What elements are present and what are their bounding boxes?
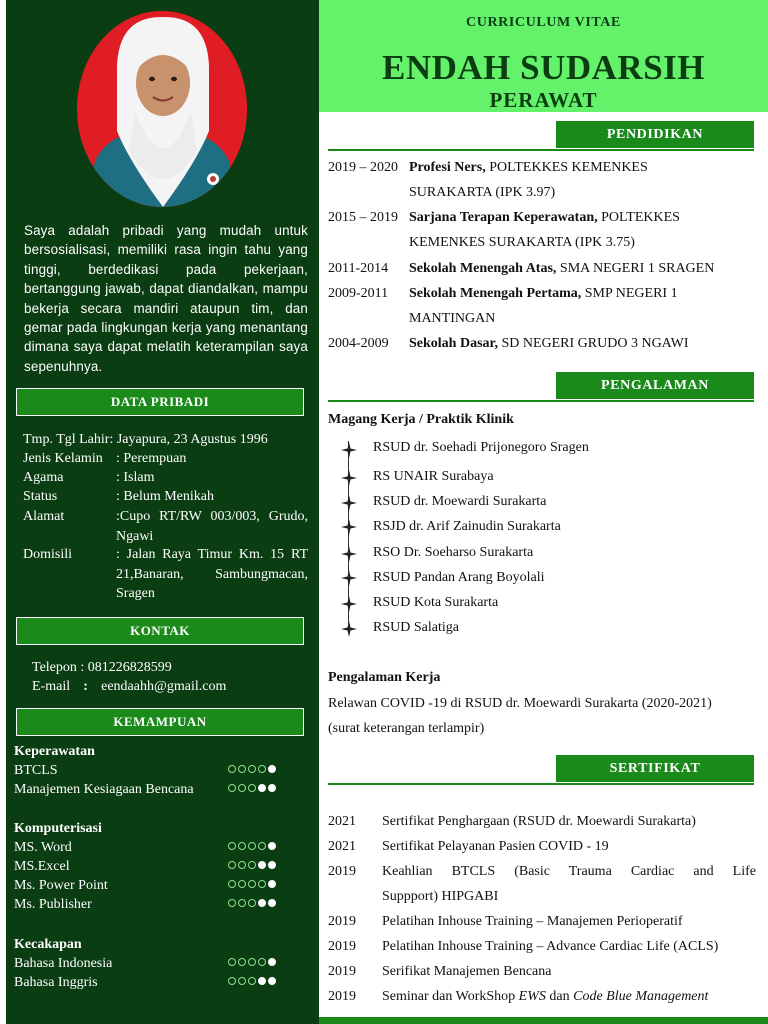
cert-year: 2021 bbox=[328, 839, 356, 854]
skill-name: Ms. Publisher bbox=[14, 897, 92, 912]
star-bullet-icon bbox=[341, 596, 357, 612]
magang-item: RSUD Kota Surakarta bbox=[373, 595, 499, 610]
cert-text-cont: Suppport) HIPGABI bbox=[382, 889, 499, 904]
sidebar bbox=[0, 0, 319, 1024]
gender-label: Jenis Kelamin bbox=[23, 451, 103, 466]
magang-item: RS UNAIR Surabaya bbox=[373, 469, 494, 484]
skill-rating bbox=[228, 899, 276, 907]
rating-dot-empty bbox=[228, 784, 236, 792]
magang-item: RSUD Pandan Arang Boyolali bbox=[373, 570, 545, 585]
rating-dot-filled bbox=[258, 861, 266, 869]
pendidikan-heading: PENDIDIKAN bbox=[556, 121, 754, 148]
edu-entry bbox=[409, 336, 689, 352]
edu-degree: Profesi Ners, bbox=[409, 160, 486, 175]
skill-name: Manajemen Kesiagaan Bencana bbox=[14, 782, 194, 797]
cv-label: CURRICULUM VITAE bbox=[466, 15, 621, 30]
rating-dot-empty bbox=[228, 765, 236, 773]
email-separator: : bbox=[83, 679, 88, 694]
kontak-heading: KONTAK bbox=[16, 617, 304, 645]
cert-text-part: dan bbox=[545, 989, 574, 1004]
rating-dot-empty bbox=[248, 977, 256, 985]
magang-item: RSUD dr. Soehadi Prijonegoro Sragen bbox=[373, 440, 589, 455]
rating-dot-empty bbox=[238, 861, 246, 869]
skill-group-heading: Keperawatan bbox=[14, 744, 95, 759]
cert-year: 2019 bbox=[328, 914, 356, 929]
star-bullet-icon bbox=[341, 442, 357, 458]
skill-group-heading: Kecakapan bbox=[14, 937, 82, 952]
rating-dot-empty bbox=[238, 958, 246, 966]
religion-value: : Islam bbox=[116, 470, 155, 485]
edu-school-cont: SURAKARTA (IPK 3.97) bbox=[409, 185, 556, 200]
sidebar-edge bbox=[0, 0, 6, 1024]
pengalaman-heading: PENGALAMAN bbox=[556, 372, 754, 399]
skill-rating bbox=[228, 842, 276, 850]
skill-rating bbox=[228, 977, 276, 985]
star-bullet-icon bbox=[341, 470, 357, 486]
rating-dot-empty bbox=[238, 899, 246, 907]
magang-item: RSJD dr. Arif Zainudin Surakarta bbox=[373, 519, 561, 534]
star-bullet-icon bbox=[341, 495, 357, 511]
edu-degree: Sekolah Menengah Pertama, bbox=[409, 286, 582, 301]
rating-dot-empty bbox=[228, 842, 236, 850]
religion-label: Agama bbox=[23, 470, 64, 485]
skill-rating bbox=[228, 861, 276, 869]
skill-group-heading: Komputerisasi bbox=[14, 821, 102, 836]
rating-dot-empty bbox=[248, 842, 256, 850]
rating-dot-empty bbox=[238, 784, 246, 792]
cert-text: Pelatihan Inhouse Training – Advance Cardiac Life (ACLS) bbox=[382, 939, 719, 954]
skill-name: Bahasa Indonesia bbox=[14, 956, 113, 971]
cert-year: 2019 bbox=[328, 964, 356, 979]
star-bullet-icon bbox=[341, 570, 357, 586]
rating-dot-empty bbox=[248, 861, 256, 869]
cert-text: Pelatihan Inhouse Training – Manajemen Perioperatif bbox=[382, 914, 683, 929]
rating-dot-filled bbox=[268, 842, 276, 850]
skill-rating bbox=[228, 784, 276, 792]
domicile-value: : Jalan Raya Timur Km. 15 RT 21,Banaran, Sambungmacan, Sragen bbox=[116, 547, 308, 601]
sertifikat-heading: SERTIFIKAT bbox=[556, 755, 754, 782]
edu-degree: Sarjana Terapan Keperawatan, bbox=[409, 210, 598, 225]
rating-dot-empty bbox=[238, 765, 246, 773]
edu-school-cont: KEMENKES SURAKARTA (IPK 3.75) bbox=[409, 235, 635, 250]
magang-item: RSUD dr. Moewardi Surakarta bbox=[373, 494, 547, 509]
cert-text: Serifikat Manajemen Bencana bbox=[382, 964, 552, 979]
rating-dot-filled bbox=[268, 784, 276, 792]
edu-year: 2015 – 2019 bbox=[328, 210, 398, 225]
domicile-label: Domisili bbox=[23, 547, 73, 562]
profile-summary: Saya adalah pribadi yang mudah untuk bersosialisasi, memiliki rasa ingin tahu yang tinggi, berdedikasi pada pekerjaan, bertanggung jawab, dapat diandalkan, mampu bekerja secara mandiri ataupun tim, dan gemar pada lingkungan kerja yang menantang dimana saya dapat melatih keterampilan saya sepenuhnya. bbox=[24, 223, 308, 374]
status-value: : Belum Menikah bbox=[116, 489, 214, 504]
skill-rating bbox=[228, 880, 276, 888]
rating-dot-empty bbox=[228, 880, 236, 888]
rating-dot-empty bbox=[228, 861, 236, 869]
person-name: ENDAH SUDARSIH bbox=[381, 48, 706, 87]
rating-dot-filled bbox=[268, 899, 276, 907]
edu-year: 2004-2009 bbox=[328, 336, 389, 351]
skill-rating bbox=[228, 765, 276, 773]
star-bullet-icon bbox=[341, 519, 357, 535]
profile-photo bbox=[77, 11, 247, 207]
footer-bar bbox=[319, 1017, 768, 1024]
magang-item: RSUD Salatiga bbox=[373, 620, 459, 635]
rating-dot-filled bbox=[268, 958, 276, 966]
rating-dot-filled bbox=[258, 899, 266, 907]
cert-year: 2019 bbox=[328, 864, 356, 879]
rating-dot-empty bbox=[258, 958, 266, 966]
star-bullet-icon bbox=[341, 621, 357, 637]
rating-dot-filled bbox=[268, 880, 276, 888]
rating-dot-filled bbox=[258, 784, 266, 792]
cert-year: 2021 bbox=[328, 814, 356, 829]
edu-school: SMA NEGERI 1 SRAGEN bbox=[559, 261, 715, 276]
rating-dot-empty bbox=[228, 977, 236, 985]
magang-item: RSO Dr. Soeharso Surakarta bbox=[373, 545, 534, 560]
phone-text: Telepon : 081226828599 bbox=[32, 660, 172, 675]
edu-school-cont: MANTINGAN bbox=[409, 311, 496, 326]
edu-degree: Sekolah Dasar, bbox=[409, 336, 498, 351]
edu-year: 2011-2014 bbox=[328, 261, 389, 276]
cert-text: Sertifikat Pelayanan Pasien COVID - 19 bbox=[382, 839, 609, 854]
cert-text-part: Seminar dan WorkShop bbox=[382, 989, 519, 1004]
address-label: Alamat bbox=[23, 509, 65, 524]
edu-year: 2019 – 2020 bbox=[328, 160, 398, 175]
edu-school: POLTEKKES bbox=[601, 210, 680, 225]
rating-dot-empty bbox=[248, 880, 256, 888]
rating-dot-empty bbox=[238, 977, 246, 985]
gender-value: : Perempuan bbox=[116, 451, 187, 466]
cert-text-em: Code Blue Management bbox=[573, 989, 709, 1004]
cert-year: 2019 bbox=[328, 939, 356, 954]
email-label: E-mail bbox=[32, 679, 71, 694]
email-row bbox=[32, 679, 226, 695]
cert-text: Keahlian BTCLS (Basic Trauma Cardiac and Life bbox=[382, 864, 756, 879]
skill-name: Bahasa Inggris bbox=[14, 975, 98, 990]
email-link[interactable]: eendaahh@gmail.com bbox=[101, 679, 227, 694]
rating-dot-empty bbox=[248, 784, 256, 792]
edu-school: SD NEGERI GRUDO 3 NGAWI bbox=[501, 336, 689, 351]
rating-dot-filled bbox=[268, 861, 276, 869]
rating-dot-empty bbox=[258, 765, 266, 773]
skill-name: BTCLS bbox=[14, 763, 58, 778]
rating-dot-empty bbox=[258, 880, 266, 888]
rating-dot-empty bbox=[238, 880, 246, 888]
skill-name: MS. Word bbox=[14, 840, 72, 855]
skill-rating bbox=[228, 958, 276, 966]
birth-info: Tmp. Tgl Lahir: Jayapura, 23 Agustus 1996 bbox=[23, 432, 268, 447]
rating-dot-empty bbox=[248, 958, 256, 966]
skill-name: Ms. Power Point bbox=[14, 878, 108, 893]
status-label: Status bbox=[23, 489, 58, 504]
skill-name: MS.Excel bbox=[14, 859, 70, 874]
section-divider bbox=[328, 149, 754, 151]
rating-dot-filled bbox=[258, 977, 266, 985]
edu-school: SMP NEGERI 1 bbox=[584, 286, 678, 301]
section-divider bbox=[328, 783, 754, 785]
kemampuan-heading: KEMAMPUAN bbox=[16, 708, 304, 736]
rating-dot-empty bbox=[238, 842, 246, 850]
cert-text-em: EWS bbox=[518, 989, 546, 1004]
kerja-line: Relawan COVID -19 di RSUD dr. Moewardi Surakarta (2020-2021) bbox=[328, 696, 712, 711]
cert-year: 2019 bbox=[328, 989, 356, 1004]
edu-entry bbox=[409, 261, 714, 277]
kerja-title: Pengalaman Kerja bbox=[328, 670, 441, 685]
edu-entry bbox=[409, 160, 648, 176]
rating-dot-empty bbox=[248, 765, 256, 773]
rating-dot-empty bbox=[228, 899, 236, 907]
address-value: :Cupo RT/RW 003/003, Grudo, Ngawi bbox=[116, 509, 308, 544]
edu-year: 2009-2011 bbox=[328, 286, 389, 301]
edu-entry bbox=[409, 286, 678, 302]
edu-degree: Sekolah Menengah Atas, bbox=[409, 261, 557, 276]
kerja-note: (surat keterangan terlampir) bbox=[328, 721, 485, 736]
edu-entry bbox=[409, 210, 680, 226]
star-bullet-icon bbox=[341, 546, 357, 562]
rating-dot-filled bbox=[268, 765, 276, 773]
data-pribadi-heading: DATA PRIBADI bbox=[16, 388, 304, 416]
cv-header bbox=[319, 0, 768, 112]
edu-school: POLTEKKES KEMENKES bbox=[489, 160, 648, 175]
magang-title: Magang Kerja / Praktik Klinik bbox=[328, 412, 514, 427]
rating-dot-empty bbox=[248, 899, 256, 907]
cert-text: Sertifikat Penghargaan (RSUD dr. Moewardi Surakarta) bbox=[382, 814, 696, 829]
cert-text bbox=[382, 989, 708, 1005]
rating-dot-empty bbox=[228, 958, 236, 966]
rating-dot-empty bbox=[258, 842, 266, 850]
rating-dot-filled bbox=[268, 977, 276, 985]
person-role: PERAWAT bbox=[489, 88, 598, 112]
section-divider bbox=[328, 400, 754, 402]
